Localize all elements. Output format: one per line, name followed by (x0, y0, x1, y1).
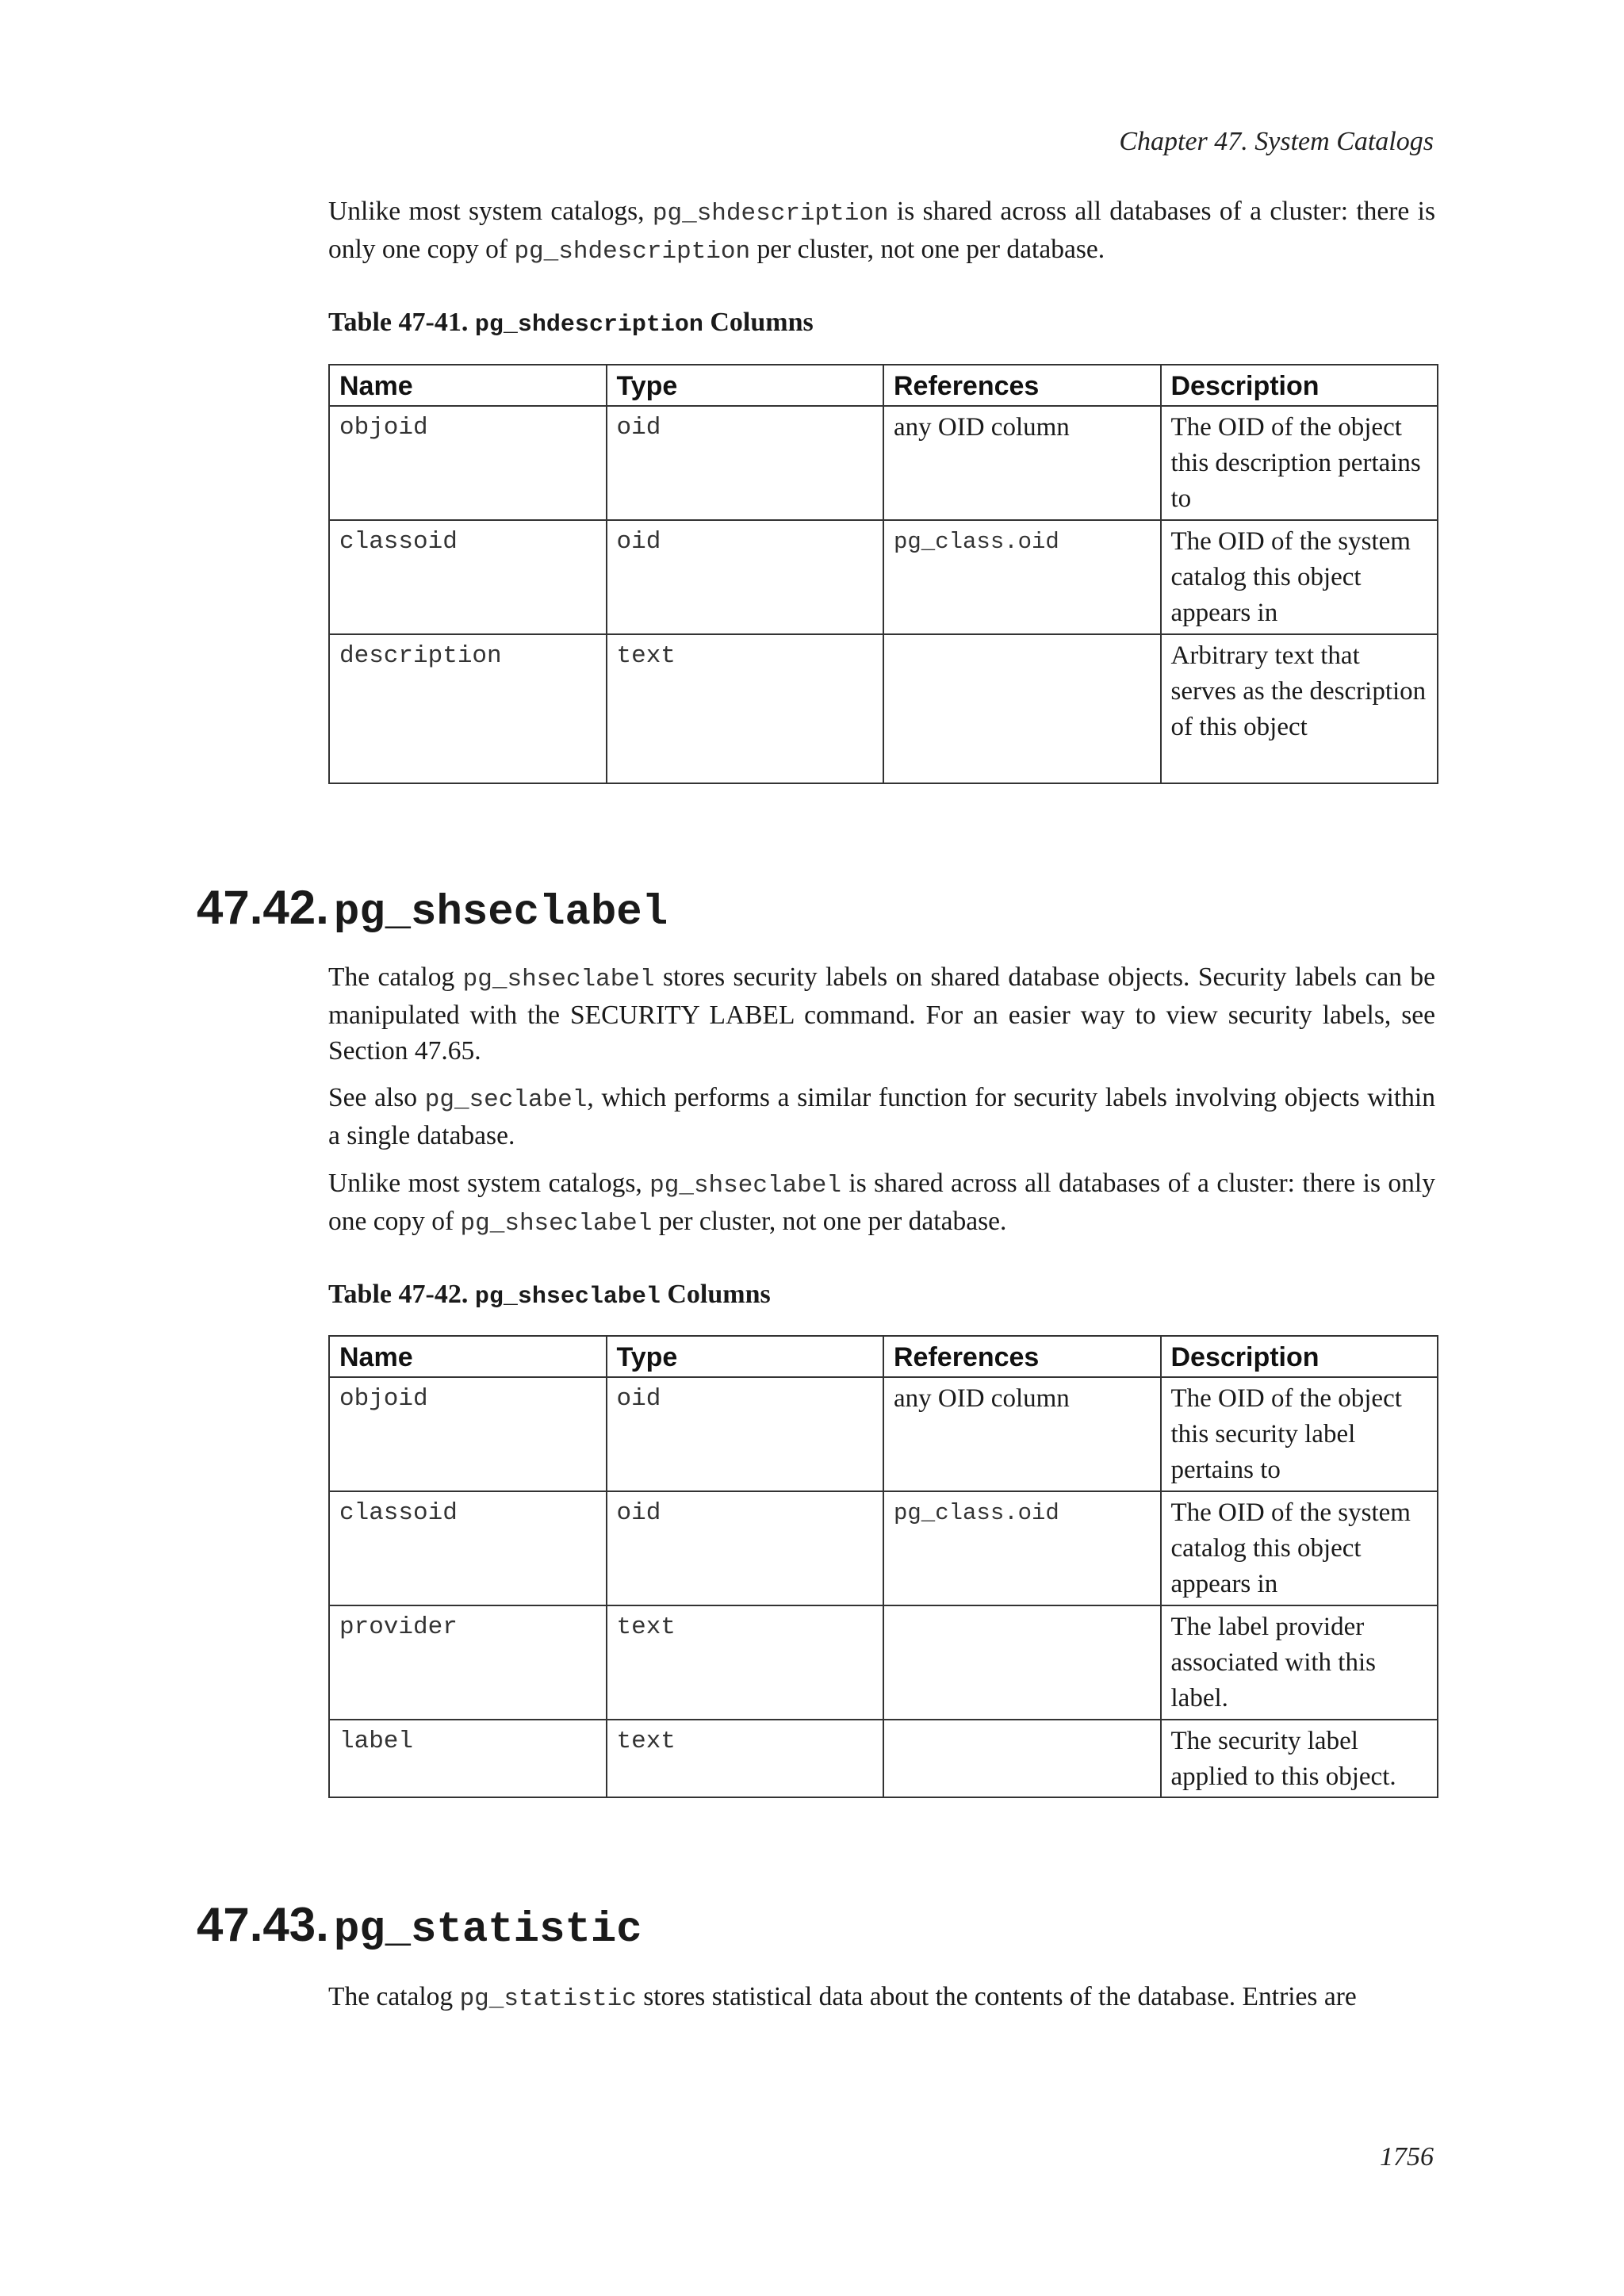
section-title: pg_statistic (333, 1906, 642, 1954)
cell-references: any OID column (883, 406, 1161, 520)
intro-paragraph (328, 193, 1435, 270)
cell-description: The OID of the system catalog this object appears in (1161, 1491, 1438, 1605)
text-run: The catalog (328, 1982, 460, 2011)
shseclabel-paragraph-1 (328, 959, 1435, 1069)
cell-type: oid (607, 520, 884, 634)
table-title-shdescription (328, 308, 814, 339)
table-row (329, 1377, 1438, 1491)
cell-type: text (607, 634, 884, 783)
cell-type: oid (607, 406, 884, 520)
table-row (329, 1720, 1438, 1797)
code-run: pg_shdescription (652, 200, 889, 228)
text-run: stores statistical data about the contents of the database. Entries are (636, 1982, 1357, 2011)
section-heading-4743 (197, 1897, 642, 1954)
code-run: pg_shseclabel (460, 1210, 653, 1238)
cell-description: The security label applied to this object. (1161, 1720, 1438, 1797)
cell-type: oid (607, 1377, 884, 1491)
cell-description: The OID of the system catalog this object appears in (1161, 520, 1438, 634)
table-row (329, 634, 1438, 783)
table-title-shseclabel (328, 1280, 771, 1311)
cell-description: The OID of the object this security label pertains to (1161, 1377, 1438, 1491)
cell-name: provider (329, 1605, 607, 1720)
column-header: References (883, 1336, 1161, 1377)
table-row (329, 520, 1438, 634)
column-header: Name (329, 1336, 607, 1377)
text-run: Table 47-41. (328, 308, 475, 337)
text-run: , which performs a similar function for security labels involving objects within a single database. (328, 1083, 1435, 1150)
section-number: 47.42. (197, 881, 329, 934)
text-run: The catalog (328, 962, 463, 992)
cell-references: pg_class.oid (883, 520, 1161, 634)
text-run: Unlike most system catalogs, (328, 197, 653, 226)
cell-description: The label provider associated with this label. (1161, 1605, 1438, 1720)
cell-name: objoid (329, 406, 607, 520)
text-run: is shared across all databases of a cluster: there is only one copy of (328, 197, 1435, 264)
code-run: pg_shdescription (474, 312, 703, 339)
cell-references (883, 1605, 1161, 1720)
table-row (329, 406, 1438, 520)
text-run: Table 47-42. (328, 1280, 475, 1309)
shseclabel-paragraph-2 (328, 1080, 1435, 1154)
text-run: See also (328, 1083, 425, 1112)
section-heading-4742 (197, 880, 668, 937)
column-header: Description (1161, 1336, 1438, 1377)
cell-type: oid (607, 1491, 884, 1605)
cell-description: Arbitrary text that serves as the description of this object (1161, 634, 1438, 783)
cell-name: label (329, 1720, 607, 1797)
text-run: stores security labels on shared database objects. Security labels can be manipulated with the SECURITY LABEL command. For an easier way to view security labels, see Section 47.65. (328, 962, 1435, 1066)
text-run: is shared across all databases of a cluster: there is only one copy of (328, 1169, 1435, 1236)
cell-name: classoid (329, 1491, 607, 1605)
cell-references: pg_class.oid (883, 1491, 1161, 1605)
code-run: pg_shdescription (514, 238, 751, 266)
code-run: pg_statistic (459, 1985, 637, 2013)
code-run: pg_shseclabel (649, 1172, 841, 1200)
page-number: 1756 (1380, 2142, 1434, 2172)
cell-name: description (329, 634, 607, 783)
cell-name: classoid (329, 520, 607, 634)
cell-references: any OID column (883, 1377, 1161, 1491)
section-title: pg_shseclabel (333, 889, 668, 937)
table-row (329, 1491, 1438, 1605)
cell-name: objoid (329, 1377, 607, 1491)
code-run: pg_shseclabel (462, 966, 655, 993)
cell-references (883, 1720, 1161, 1797)
text-run: Columns (703, 308, 814, 337)
code-run: pg_seclabel (424, 1086, 588, 1114)
cell-type: text (607, 1720, 884, 1797)
shdescription-columns-table (328, 364, 1438, 784)
shseclabel-columns-table (328, 1335, 1438, 1798)
section-number: 47.43. (197, 1898, 329, 1951)
text-run: Unlike most system catalogs, (328, 1169, 650, 1198)
column-header: References (883, 365, 1161, 406)
text-run: per cluster, not one per database. (652, 1207, 1007, 1236)
text-run: per cluster, not one per database. (750, 235, 1105, 264)
running-header: Chapter 47. System Catalogs (1119, 127, 1434, 156)
column-header: Type (607, 365, 884, 406)
text-run: Columns (660, 1280, 771, 1309)
shseclabel-paragraph-3 (328, 1165, 1435, 1242)
statistic-paragraph-1 (328, 1979, 1435, 2017)
column-header: Type (607, 1336, 884, 1377)
column-header: Name (329, 365, 607, 406)
table-header-row (329, 1336, 1438, 1377)
table-row (329, 1605, 1438, 1720)
code-run: pg_shseclabel (474, 1284, 661, 1311)
table-header-row (329, 365, 1438, 406)
cell-description: The OID of the object this description pertains to (1161, 406, 1438, 520)
cell-references (883, 634, 1161, 783)
column-header: Description (1161, 365, 1438, 406)
cell-type: text (607, 1605, 884, 1720)
